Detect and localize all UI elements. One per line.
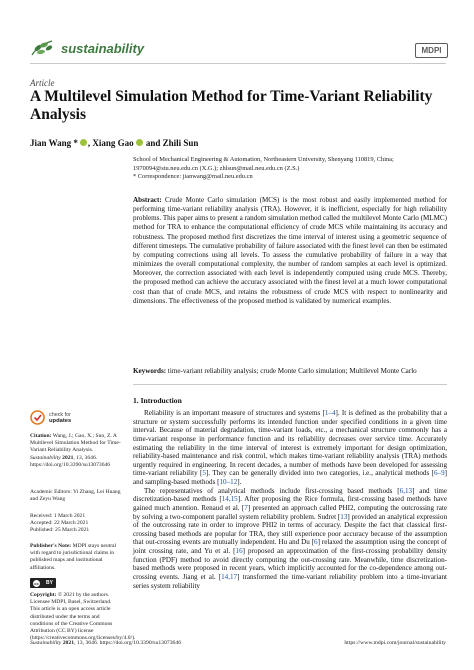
citation-link[interactable]: 14,17 bbox=[221, 572, 238, 581]
keywords-divider bbox=[133, 384, 447, 385]
citation-link[interactable]: 14,15 bbox=[221, 495, 238, 504]
publisher-note-text: MDPI stays neutral with regard to jurisdictional claims in published maps and institutional affiliations. bbox=[30, 543, 117, 571]
introduction-body bbox=[133, 409, 447, 590]
check-for-updates[interactable] bbox=[30, 410, 71, 425]
footer-citation bbox=[30, 640, 181, 646]
citation-link[interactable]: 6 bbox=[314, 538, 318, 547]
article-type: Article bbox=[30, 78, 55, 88]
check-label: check for bbox=[49, 411, 71, 418]
paragraph-text: ] proposed an approximation of the first-crossing probability density function (PDF) method to avoid directly computing the out-crossing rate. Meanwhile, time discretization-based methods were proposed in recent years, which implicitly accounted for the co-dependence among out-crossing events. Jiang et al. [ bbox=[133, 547, 447, 581]
author-list bbox=[30, 138, 198, 148]
accepted-date: Accepted: 22 March 2021 bbox=[30, 520, 89, 527]
footer-journal-url[interactable]: https://www.mdpi.com/journal/sustainability bbox=[344, 640, 446, 646]
section-heading-introduction: 1. Introduction bbox=[133, 396, 182, 405]
orcid-icon[interactable] bbox=[136, 139, 143, 146]
citation-link[interactable]: 5 bbox=[202, 469, 206, 478]
academic-editors: Academic Editors: Yi Zhang, Lei Huang and Zeyu Wang bbox=[30, 489, 121, 503]
copyright-text: © 2021 by the authors. Licensee MDPI, Basel, Switzerland. This article is an open access article distributed under the terms and conditions of the Creative Commons Attribution (CC BY) license (https://creativecommons.org/licenses/by/4.0/). bbox=[30, 592, 136, 642]
orcid-icon[interactable] bbox=[80, 139, 87, 146]
footer-journal: Sustainability bbox=[30, 640, 62, 646]
citation-link[interactable]: 7 bbox=[244, 503, 248, 512]
affiliation-emails[interactable]: 1970094@stu.neu.edu.cn (X.G.); zhlsun@mail.neu.edu.cn (Z.S.) bbox=[133, 164, 300, 172]
keywords-text: time-variant reliability analysis; crude Monte Carlo simulation; Multilevel Monte Carlo bbox=[167, 367, 417, 375]
article-title: A Multilevel Simulation Method for Time-Variant Reliability Analysis bbox=[30, 88, 433, 123]
check-label-updates: updates bbox=[49, 417, 72, 424]
citation-label: Citation: bbox=[30, 433, 52, 439]
received-date: Received: 1 March 2021 bbox=[30, 513, 86, 519]
paragraph-text: ] relaxed the assumption using the concept of joint crossing rate, and Yu et al. [ bbox=[133, 538, 447, 555]
author-name[interactable]: Xiang Gao bbox=[92, 138, 134, 148]
author-name[interactable]: Jian Wang bbox=[30, 138, 72, 148]
paragraph-text: ] and sampling-based methods [ bbox=[133, 469, 448, 486]
abstract-label: Abstract: bbox=[133, 196, 162, 204]
footer-doi[interactable]: , 13, 3646. https://doi.org/10.3390/su13073646 bbox=[74, 640, 182, 646]
keywords-label: Keywords: bbox=[133, 367, 167, 375]
publisher-note bbox=[30, 543, 122, 572]
citation-link[interactable]: 10–12 bbox=[219, 478, 238, 486]
dates-block bbox=[30, 513, 122, 535]
keywords bbox=[133, 367, 447, 376]
paragraph-text: ]. bbox=[237, 478, 242, 486]
footer-year: 2021 bbox=[62, 640, 75, 646]
citation-volume: , 13, 3646. bbox=[73, 454, 98, 461]
citation-journal: Sustainability bbox=[30, 454, 61, 461]
author-marks: * bbox=[73, 138, 78, 148]
affiliation-line: School of Mechanical Engineering & Automation, Northeastern University, Shenyang 110819, China; bbox=[133, 156, 394, 163]
paragraph bbox=[133, 487, 447, 591]
cc-by-license-badge[interactable] bbox=[30, 578, 56, 588]
paragraph-text: ] presented an approach called PHI2, computing the outcrossing rate by solving a two-component parallel system reliability problem. Sudret [ bbox=[133, 503, 447, 521]
published-date: Published: 25 March 2021 bbox=[30, 527, 90, 534]
citation-block bbox=[30, 433, 122, 469]
paragraph-text: ] transformed the time-variant reliability problem into a time-invariant series system reliability bbox=[133, 572, 447, 590]
paragraph-text: ]. It is defined as the probability that a structure or system successfully performs its intended function under specified conditions in a given time interval. Because of material degradation, time-variant loads, etc., a mechanical structure commonly has a time-variant response in performance function and its reliability decreases over service time. Accurately estimating the reliability in the time interval of interest is extremely important for design optimization, reliability-based maintenance and risk control, which makes time-variant reliability analysis (TRA) methods urgently required in engineering. In recent decades, a number of methods have been developed for assessing time-variant reliability [ bbox=[133, 409, 448, 478]
citation-text: Wang, J.; Gao, X.; Sun, Z. A Multilevel Simulation Method for Time-Variant Reliability Analysis. bbox=[30, 433, 121, 454]
citation-year: 2021 bbox=[62, 454, 74, 461]
journal-logo[interactable] bbox=[30, 39, 144, 57]
header-divider bbox=[30, 63, 446, 64]
paragraph-text: ]. They can be generally divided into two categories, i.e., analytical methods [ bbox=[205, 469, 434, 478]
paragraph-text: ] provided an analytical expression of the outcrossing rate in order to improve PHI2 in terms of accuracy. Despite the fact that classical first-crossing based methods are popular for TRA, they still experience poor accuracy because of the assumption that out-crossing events are mutually independent. Hu and Du [ bbox=[133, 512, 447, 547]
citation-link[interactable]: 16 bbox=[235, 547, 243, 555]
leaf-icon bbox=[30, 39, 56, 57]
citation-link[interactable]: 1–4 bbox=[324, 409, 336, 417]
abstract bbox=[133, 196, 447, 306]
citation-doi[interactable]: https://doi.org/10.3390/su13073646 bbox=[30, 461, 111, 468]
paragraph-text: ]. After proposing the Rice formula, first-crossing based methods have gained much attention. Renaud et al. [ bbox=[133, 495, 447, 512]
citation-link[interactable]: 6–9 bbox=[434, 469, 445, 478]
author-separator: and bbox=[143, 138, 163, 148]
citation-link[interactable]: 6,13 bbox=[399, 486, 413, 495]
by-label: BY bbox=[46, 580, 53, 586]
page-footer bbox=[30, 640, 446, 646]
publisher-note-label: Publisher's Note: bbox=[30, 543, 72, 549]
correspondence[interactable]: * Correspondence: jianwang@mail.neu.edu.cn bbox=[133, 173, 253, 181]
copyright-block bbox=[30, 592, 136, 642]
author-separator: , bbox=[87, 138, 93, 148]
abstract-text: Crude Monte Carlo simulation (MCS) is the most robust and easily implemented method for performing time-variant reliability analysis (TRA). However, it is inefficient, especially for high reliability problems. This paper aims to present a random simulation method called the multilevel Monte Carlo (MLMC) method for TRA to enhance the computational efficiency of crude MCS while maintaining its accuracy and robustness. The proposed method first discretizes the time interval of interest using a geometric sequence of different timesteps. The cumulative probability of failure associated with the finest level can then be estimated by computing corrections using all levels. To assess the cumulative probability of failure in a way that minimizes the overall computational complexity, the number of random samples at each level is optimized. Moreover, the correction associated with each level is independently computed using crude MCS. Thereby, the proposed method can achieve the accuracy associated with the finest level at a much lower computational cost than that of crude MCS, and retains the robustness of crude MCS with respect to nonlinearity and dimensions. The effectiveness of the proposed method is validated by numerical examples. bbox=[133, 196, 447, 305]
paragraph-text: The representatives of analytical methods include first-crossing based methods [ bbox=[144, 486, 400, 495]
paragraph-text: Reliability is an important measure of structures and systems [ bbox=[144, 409, 325, 417]
cc-icon: cc bbox=[34, 580, 39, 586]
paragraph bbox=[133, 409, 447, 487]
mdpi-logo[interactable]: MDPI bbox=[415, 43, 448, 58]
check-updates-icon bbox=[30, 410, 45, 425]
paragraph-text: ] and time discretization-based methods [ bbox=[133, 486, 447, 504]
journal-name: sustainability bbox=[61, 40, 145, 56]
copyright-label: Copyright: bbox=[30, 592, 57, 598]
citation-link[interactable]: 13 bbox=[340, 512, 348, 521]
author-name[interactable]: Zhili Sun bbox=[162, 138, 199, 148]
affiliation-block bbox=[133, 156, 448, 182]
